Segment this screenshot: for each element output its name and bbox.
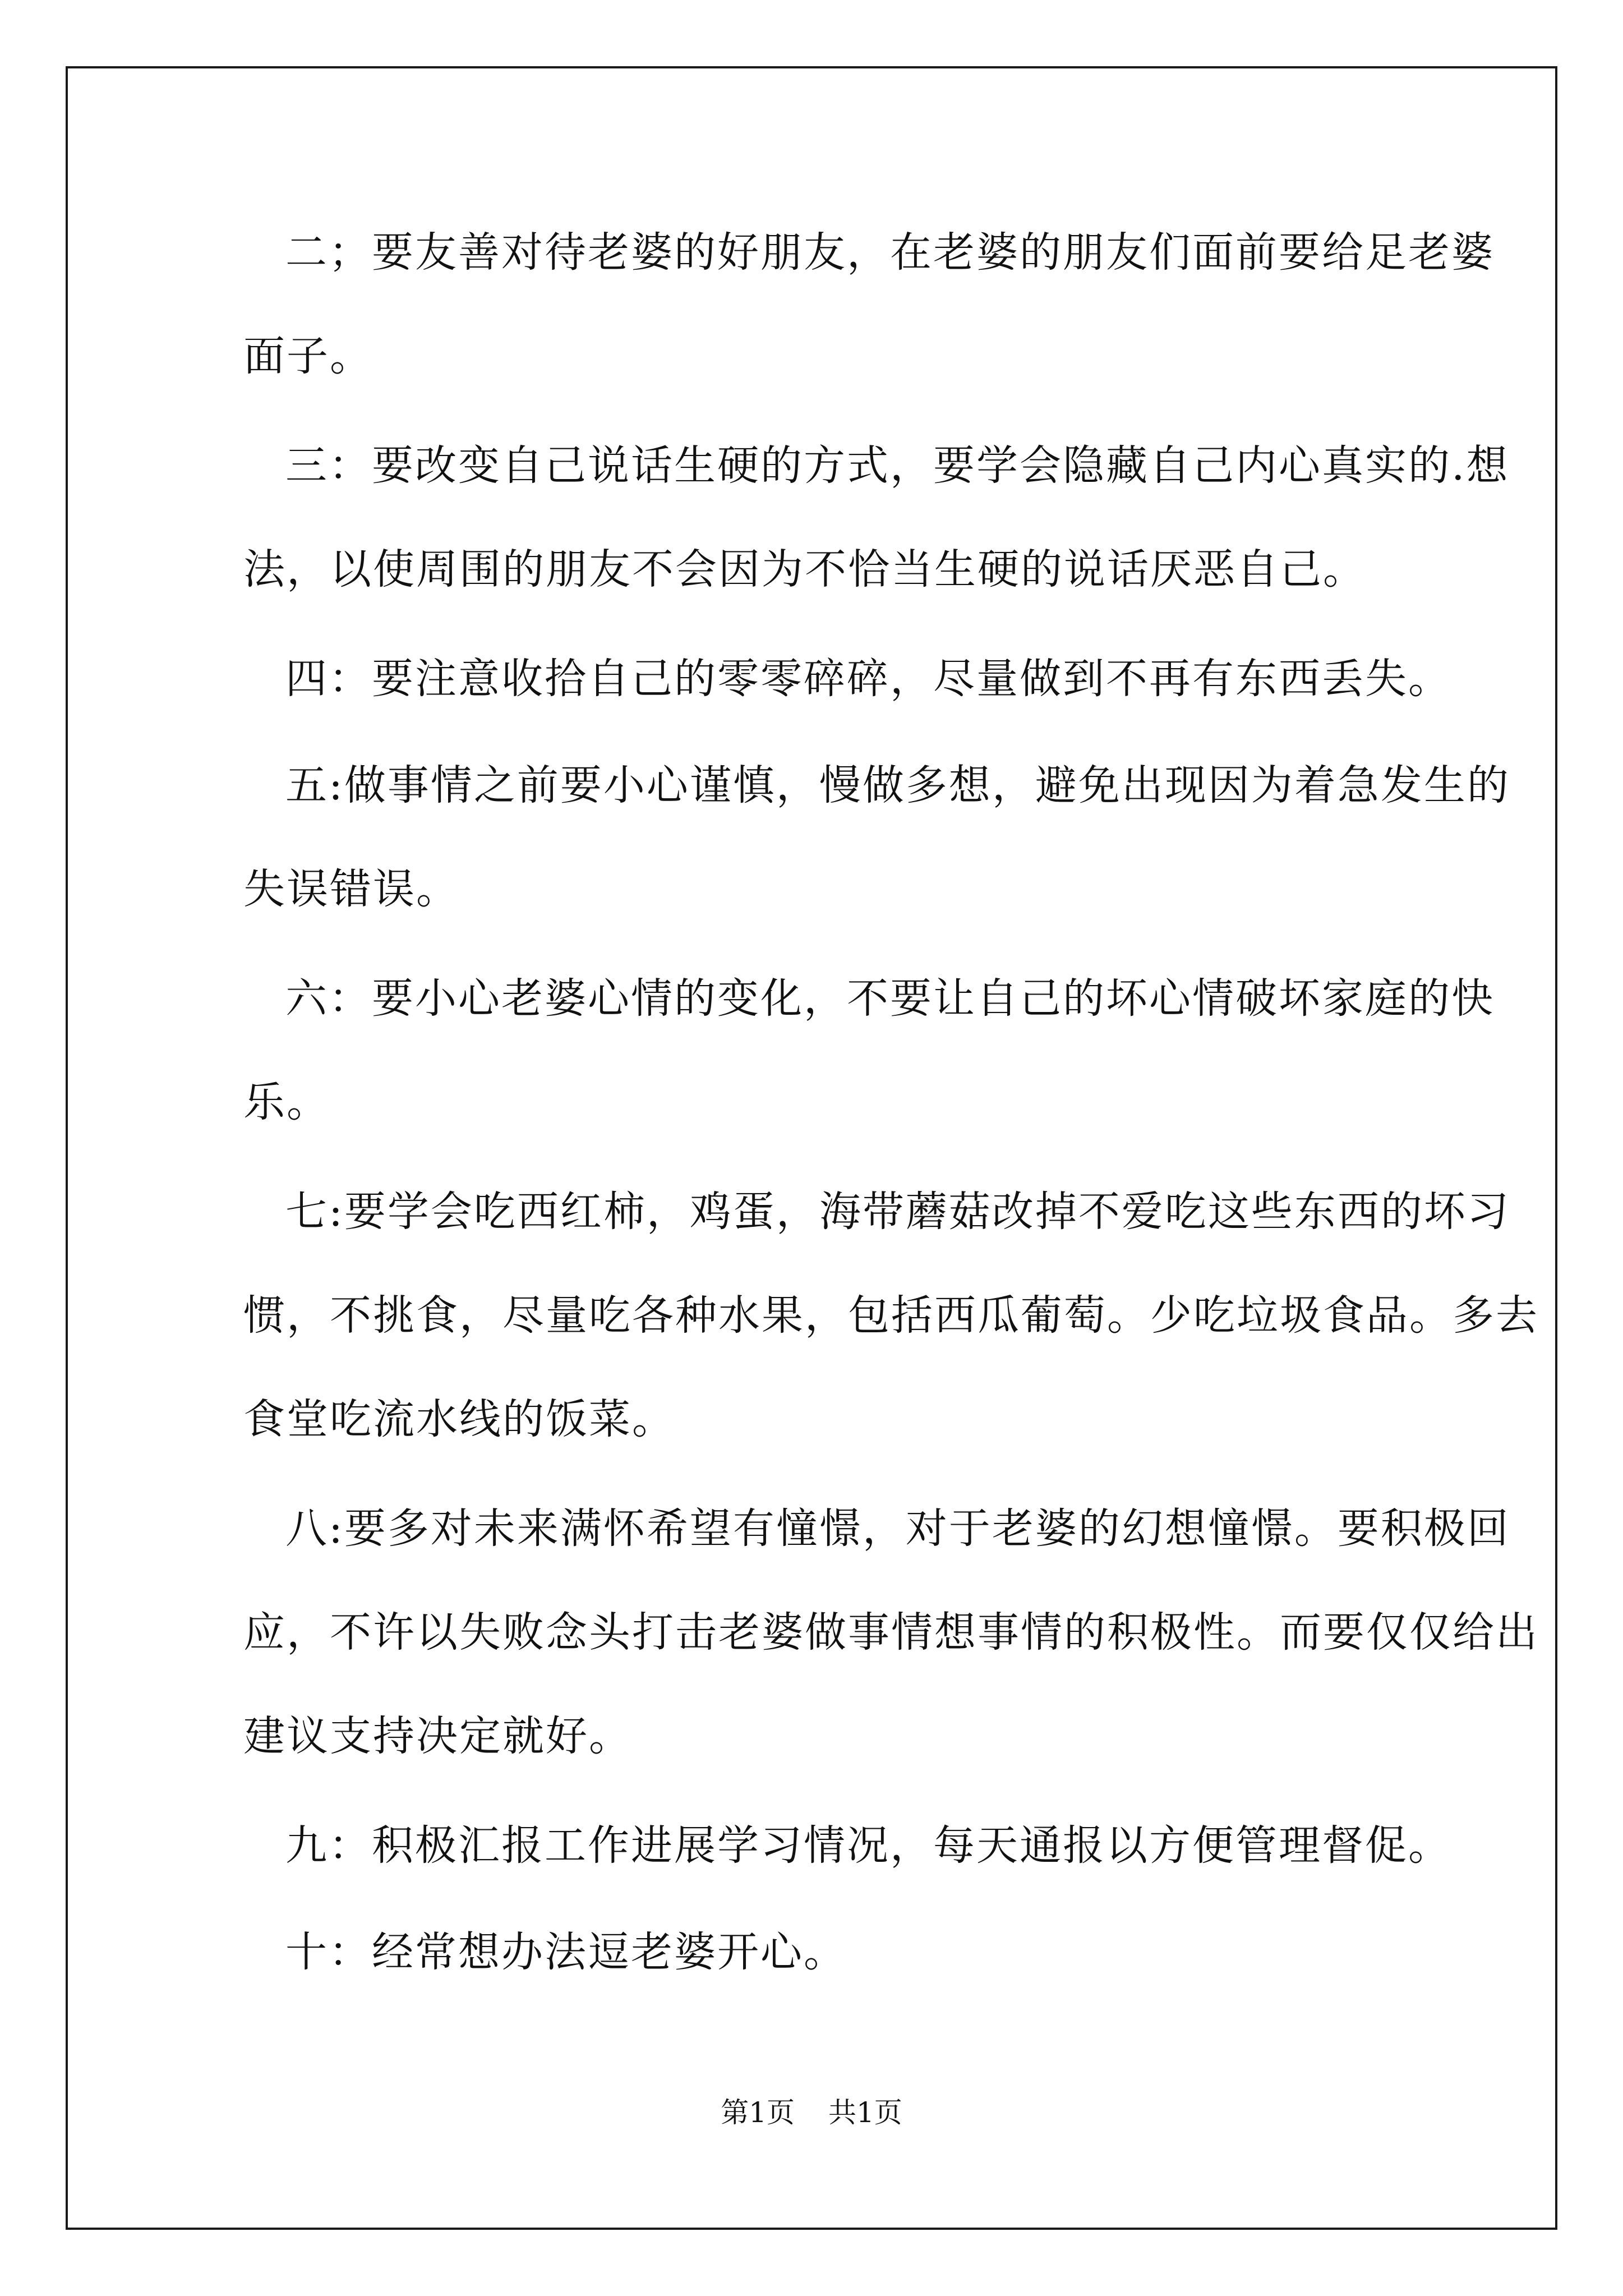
- paragraph-line: 二；要友善对待老婆的好朋友，在老婆的朋友们面前要给足老婆: [285, 228, 1495, 277]
- paragraph-line: 六：要小心老婆心情的变化，不要让自己的坏心情破坏家庭的快: [285, 974, 1495, 1023]
- paragraph-line: 五:做事情之前要小心谨慎，慢做多想，避免出现因为着急发生的: [285, 761, 1510, 809]
- page-number: 第1页: [721, 2096, 795, 2129]
- paragraph-line: 食堂吃流水线的饭菜。: [243, 1395, 675, 1443]
- page-footer: [0, 2096, 1623, 2129]
- paragraph-line: 惯，不挑食，尽量吃各种水果，包括西瓜葡萄。少吃垃圾食品。多去: [243, 1291, 1539, 1340]
- paragraph-line: 九：积极汇报工作进展学习情况，每天通报以方便管理督促。: [285, 1821, 1451, 1870]
- paragraph-line: 面子。: [243, 332, 373, 380]
- paragraph-line: 乐。: [243, 1078, 330, 1126]
- paragraph-line: 十：经常想办法逗老婆开心。: [285, 1928, 847, 1976]
- paragraph-line: 四：要注意收拾自己的零零碎碎，尽量做到不再有东西丢失。: [285, 655, 1451, 703]
- paragraph-line: 八:要多对未来满怀希望有憧憬，对于老婆的幻想憧憬。要积极回: [285, 1504, 1510, 1553]
- paragraph-line: 三：要改变自己说话生硬的方式，要学会隐藏自己内心真实的.想: [285, 441, 1510, 490]
- paragraph-line: 建议支持决定就好。: [243, 1712, 632, 1760]
- paragraph-line: 应，不许以失败念头打击老婆做事情想事情的积极性。而要仅仅给出: [243, 1608, 1539, 1657]
- paragraph-line: 七:要学会吃西红柿，鸡蛋，海带蘑菇改掉不爱吃这些东西的坏习: [285, 1188, 1510, 1236]
- paragraph-line: 法，以使周围的朋友不会因为不恰当生硬的说话厌恶自己。: [243, 545, 1366, 593]
- page-border: [66, 66, 1557, 2230]
- paragraph-line: 失误错误。: [243, 865, 459, 913]
- page-total: 共1页: [828, 2096, 902, 2129]
